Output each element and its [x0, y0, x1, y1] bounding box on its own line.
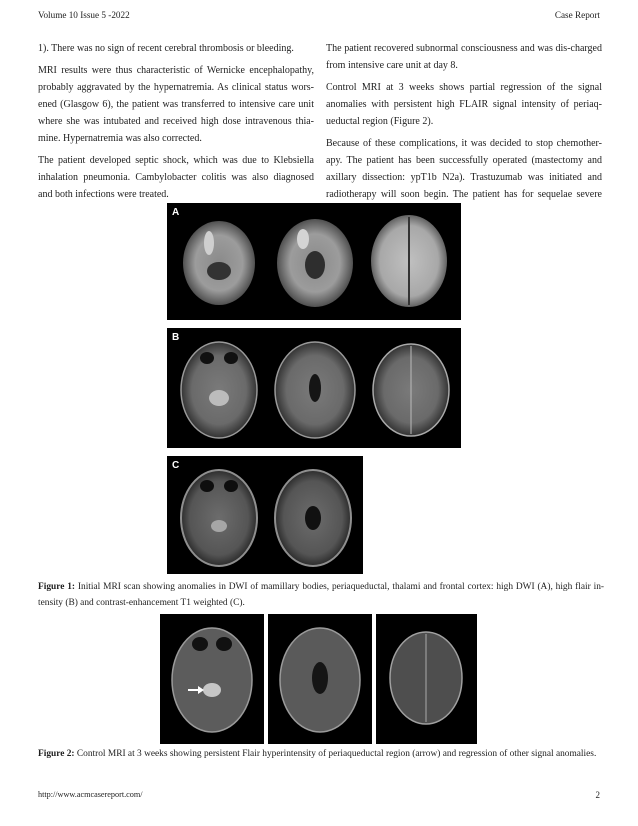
left-column [38, 40, 314, 208]
figure2-image-2 [268, 614, 372, 744]
mri-flair-control-image [160, 614, 264, 744]
figure1-panel-b [167, 328, 461, 448]
panel-label-b: B [172, 332, 180, 343]
figure1-panel-c [167, 456, 363, 574]
mri-flair-control-image [376, 614, 477, 744]
paragraph: The patient recovered subnormal consciousness and was dis-charged from intensive care unit at day 8. [326, 43, 602, 71]
paragraph: The patient developed septic shock, which was due to Klebsiella inhalation pneumonia. Cambylobacter colitis was also diagnosed and both infections were treated. [38, 155, 314, 200]
figure2-image-3 [376, 614, 477, 744]
mri-t1-contrast-image [167, 456, 363, 574]
page-number: 2 [595, 790, 600, 800]
mri-dwi-image [167, 203, 461, 320]
panel-label-a: A [172, 207, 180, 218]
paragraph: MRI results were thus characteristic of Wernicke encephalopathy, probably aggravated by the hypernatremia. As clinical status wors-ened (Glasgow 6), the patient was transferred to intensive care unit where she was intubated and received high dose intravenous thia-mine. Hypernatremia was also corrected. [38, 65, 314, 144]
paragraph: Control MRI at 3 weeks shows partial regression of the signal anomalies with persistent high FLAIR signal intensity of periaq-ueductal region (Figure 2). [326, 82, 602, 127]
mri-flair-control-image [268, 614, 372, 744]
figure2-caption-text: Control MRI at 3 weeks showing persistent Flair hyperintensity of periaqueductal region (arrow) and regression of other signal anomalies. [74, 749, 597, 759]
figure1-caption-text: Initial MRI scan showing anomalies in DWI of mamillary bodies, periaqueductal, thalami and frontal cortex: high DWI (A), high flair in-tensity (B) and contrast-enhancement T1 weighted (C). [38, 582, 605, 608]
journal-volume: Volume 10 Issue 5 -2022 [38, 10, 130, 20]
mri-flair-image [167, 328, 461, 448]
article-type: Case Report [554, 10, 600, 20]
right-column [326, 40, 602, 225]
panel-label-c: C [172, 460, 180, 471]
figure1-panel-a [167, 203, 461, 320]
paragraph: 1). There was no sign of recent cerebral thrombosis or bleeding. [38, 43, 294, 54]
paragraph: Because of these complications, it was decided to stop chemother-apy. The patient has been successfully operated (mastectomy and axillary dissection: ypT1b N2a). Trastuzumab was initiated and radiotherapy will soon begin. The patient has for sequelae severe [326, 138, 602, 200]
journal-url[interactable]: http://www.acmcasereport.com/ [38, 790, 143, 799]
figure2-caption-label: Figure 2: [38, 749, 75, 759]
figure2-caption [38, 746, 604, 762]
figure1-caption [38, 579, 604, 611]
figure1-caption-label: Figure 1: [38, 582, 76, 592]
figure2-image-1 [160, 614, 264, 744]
